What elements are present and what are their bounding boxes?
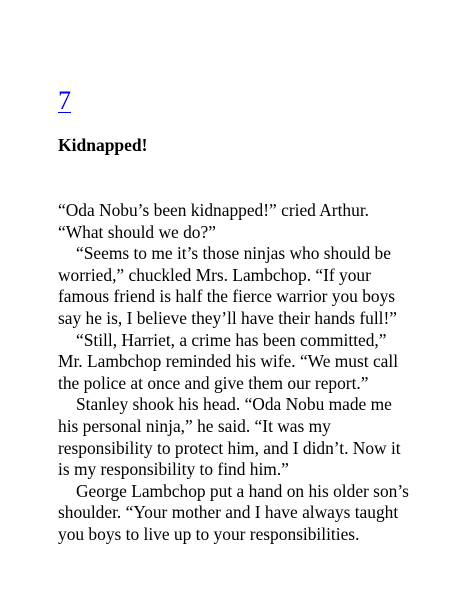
text-line: say he is, I believe they’ll have their hands full!” [58,307,397,328]
text-line: Mr. Lambchop reminded his wife. “We must call [58,351,399,372]
text-line: famous friend is half the fierce warrior you boys [58,286,396,307]
text-line: “Seems to me it’s those ninjas who should be [76,243,391,264]
text-line: “Oda Nobu’s been kidnapped!” cried Arthur. [58,200,370,220]
text-line: worried,” chuckled Mrs. Lambchop. “If your [58,264,371,285]
chapter-body-text [58,200,438,546]
text-line: the police at once and give them our report.” [58,372,369,393]
text-line: “Still, Harriet, a crime has been committed,” [76,329,387,350]
text-line: “What should we do?” [58,221,216,242]
text-line: is my responsibility to find him.” [58,459,289,480]
text-line: you boys to live up to your responsibilities. [58,523,360,544]
text-line: George Lambchop put a hand on his older son’s [76,480,409,501]
text-line: his personal ninja,” he said. “It was my [58,415,331,436]
text-line: Stanley shook his head. “Oda Nobu made me [76,394,392,415]
text-line: shoulder. “Your mother and I have always taught [58,502,399,523]
chapter-title: Kidnapped! [58,135,148,155]
text-line: responsibility to protect him, and I didn’t. Now it [58,437,401,458]
chapter-number-link[interactable]: 7 [58,86,71,115]
